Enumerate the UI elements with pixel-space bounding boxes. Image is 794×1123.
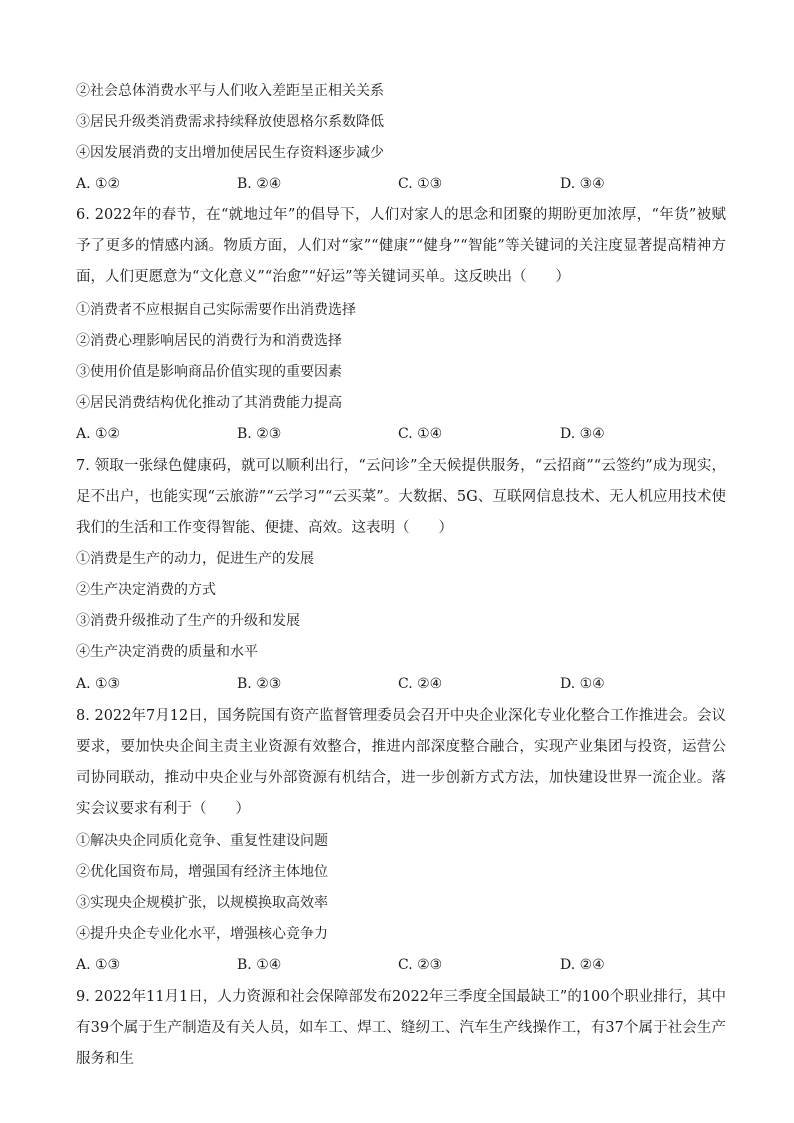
q7-option-b: B. ②③ bbox=[237, 676, 282, 692]
q5-options bbox=[76, 174, 736, 194]
q6-option-d: D. ③④ bbox=[560, 426, 605, 442]
q6-item-4: ④居民消费结构优化推动了其消费能力提高 bbox=[76, 395, 342, 411]
q5-item-2: ②社会总体消费水平与人们收入差距呈正相关关系 bbox=[76, 83, 384, 99]
q5-option-c: C. ①③ bbox=[398, 176, 443, 192]
q6-option-b: B. ②③ bbox=[237, 426, 282, 442]
q8-option-c: C. ②③ bbox=[398, 957, 443, 973]
q5-item-4: ④因发展消费的支出增加使居民生存资料逐步减少 bbox=[76, 145, 384, 161]
q7-option-d: D. ①④ bbox=[560, 676, 605, 692]
q7-item-2: ②生产决定消费的方式 bbox=[76, 582, 216, 598]
q6-item-3: ③使用价值是影响商品价值实现的重要因素 bbox=[76, 364, 342, 380]
q6-option-c: C. ①④ bbox=[398, 426, 443, 442]
q7-option-a: A. ①③ bbox=[76, 676, 121, 692]
q5-item-3: ③居民升级类消费需求持续释放使恩格尔系数降低 bbox=[76, 114, 384, 130]
q5-option-b: B. ②④ bbox=[237, 176, 282, 192]
q8-option-a: A. ①③ bbox=[76, 957, 121, 973]
q7-item-3: ③消费升级推动了生产的升级和发展 bbox=[76, 613, 300, 629]
q6-item-2: ②消费心理影响居民的消费行为和消费选择 bbox=[76, 333, 342, 349]
q6-stem: 6. 2022年的春节，在“就地过年”的倡导下，人们对家人的思念和团聚的期盼更加浓厚，“年货”被赋予了更多的情感内涵。物质方面，人们对“家”“健康”“健身”“智能”等关键词的关注度显著提高精神方面，人们更愿意为“文化意义”“治愈”“好运”等关键词买单。这反映出（ ） bbox=[76, 207, 726, 285]
q9-stem: 9. 2022年11月1日，人力资源和社会保障部发布2022年三季度全国最缺工”的100个职业排行，其中有39个属于生产制造及有关人员，如车工、焊工、缝纫工、汽车生产线操作工，有37个属于社会生产服务和生 bbox=[76, 989, 726, 1067]
q5-option-d: D. ③④ bbox=[560, 176, 605, 192]
q8-item-1: ①解决央企同质化竞争、重复性建设问题 bbox=[76, 833, 328, 849]
q7-item-4: ④生产决定消费的质量和水平 bbox=[76, 644, 258, 660]
q7-options bbox=[76, 674, 736, 694]
q8-stem: 8. 2022年7月12日，国务院国有资产监督管理委员会召开中央企业深化专业化整合工作推进会。会议要求，要加快央企间主责主业资源有效整合，推进内部深度整合融合，实现产业集团与投资，运营公司协同联动，推动中央企业与外部资源有机结合，进一步创新方式方法，加快建设世界一流企业。落实会议要求有利于（ ） bbox=[76, 708, 726, 817]
q6-option-a: A. ①② bbox=[76, 426, 121, 442]
q8-item-2: ②优化国资布局，增强国有经济主体地位 bbox=[76, 864, 328, 880]
q6-options bbox=[76, 424, 736, 444]
q8-item-3: ③实现央企规模扩张，以规模换取高效率 bbox=[76, 895, 328, 911]
q8-option-d: D. ②④ bbox=[560, 957, 605, 973]
q6-item-1: ①消费者不应根据自己实际需要作出消费选择 bbox=[76, 302, 356, 318]
q8-options bbox=[76, 955, 736, 975]
q7-item-1: ①消费是生产的动力，促进生产的发展 bbox=[76, 551, 314, 567]
q8-option-b: B. ①④ bbox=[237, 957, 282, 973]
q7-stem: 7. 领取一张绿色健康码，就可以顺利出行，“云问诊”全天候提供服务，“云招商”“云签约”成为现实，足不出户，也能实现“云旅游”“云学习”“云买菜”。大数据、5G、互联网信息技术、无人机应用技术使我们的生活和工作变得智能、便捷、高效。这表明（ ） bbox=[76, 458, 726, 536]
q5-option-a: A. ①② bbox=[76, 176, 121, 192]
q8-item-4: ④提升央企专业化水平，增强核心竞争力 bbox=[76, 926, 328, 942]
q7-option-c: C. ②④ bbox=[398, 676, 443, 692]
